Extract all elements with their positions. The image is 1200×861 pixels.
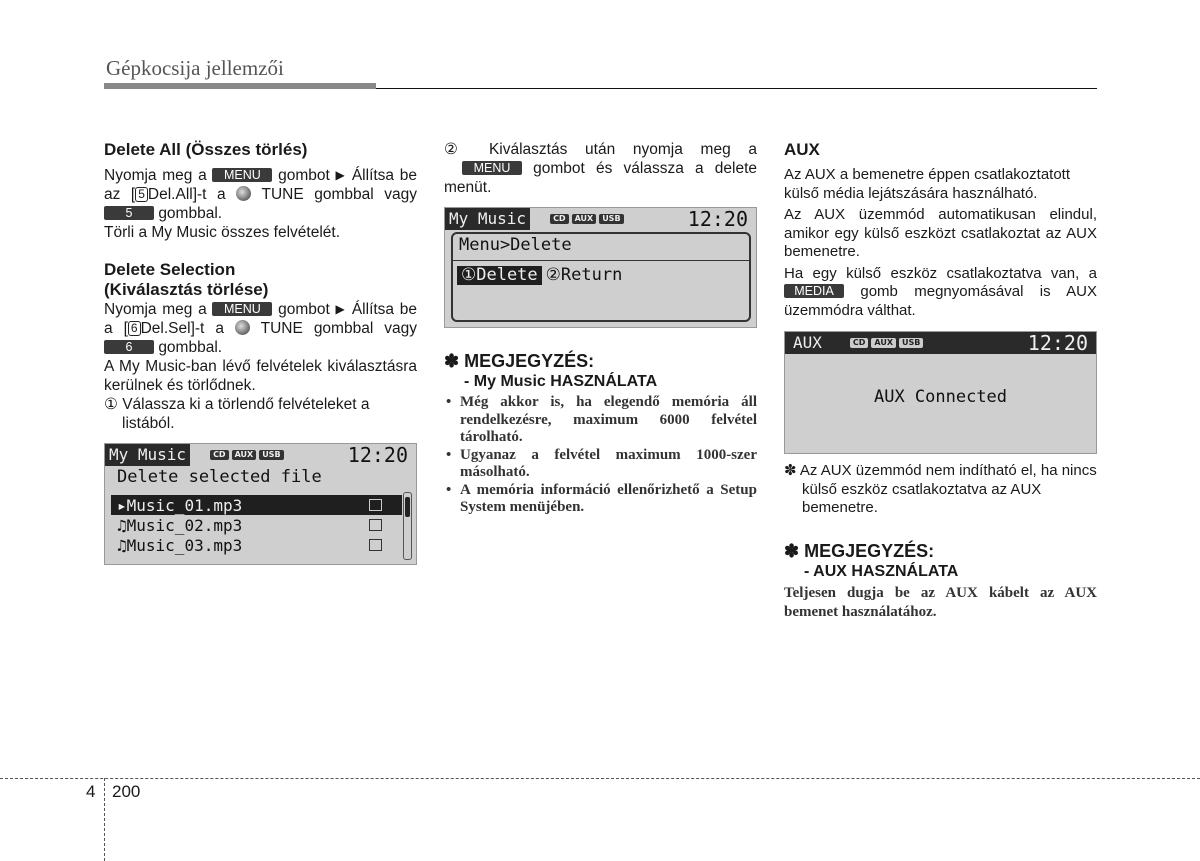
delete-selection-heading: Delete Selection [104,260,236,279]
chapter-number: 4 [86,782,96,801]
page-number: 200 [112,782,141,801]
column-left [104,140,417,565]
note-heading: ✽ MEGJEGYZÉS: [444,351,595,371]
menu-frame [451,232,751,322]
checkbox[interactable] [369,499,382,511]
cd-badge: CD [850,338,869,348]
page-header-title: Gépkocsija jellemzői [106,56,284,80]
aux-badge: AUX [232,450,257,460]
note-bullet: • Ugyanaz a felvétel maximum 1000-szer másolható. [444,447,757,482]
note-bullet: • A memória információ ellenőrizhető a Setup System menüjében. [444,482,757,517]
delete-all-heading: Delete All (Összes törlés) [104,140,308,159]
text: gombbal. [158,339,223,356]
aux-auto-mode: Az AUX üzemmód automatikusan elindul, amikor egy külső eszközt csatlakoztat az AUX bemenetre. [784,206,1097,260]
screen-clock: 12:20 [1027,331,1088,355]
text: Nyomja meg a [104,301,207,318]
checkbox[interactable] [369,539,382,551]
text: gombot [278,301,330,318]
footer-vertical-rule [104,778,105,861]
file-name: Music_02.mp3 [126,515,243,535]
text: ② Kiválasztás után nyomja meg a [444,141,757,158]
header-rule-thin [376,88,1097,89]
source-badges [550,214,623,224]
aux-warning: ✽ Az AUX üzemmód nem indítható el, ha nincs külső eszköz csatlakoztatva az AUX bemenetre. [784,462,1097,516]
file-name: Music_01.mp3 [126,495,243,515]
menu-button-icon: MENU [212,302,272,316]
delete-all-description: Törli a My Music összes felvételét. [104,224,341,241]
file-name: Music_03.mp3 [126,535,243,555]
file-row[interactable] [111,535,402,555]
column-right [784,140,1097,622]
play-indicator-icon: ▸ [117,495,127,515]
text: gombot [278,167,330,184]
arrow-right-icon: ▶ [335,168,347,182]
text: Állítsa be a [ [104,301,417,337]
screen-title: My Music [445,208,530,230]
screen-topbar [445,208,756,230]
return-option[interactable]: ②Return [545,265,623,285]
checkbox[interactable] [369,519,382,531]
text: Nyomja meg a [104,167,207,184]
file-row[interactable] [111,515,402,535]
aux-badge: AUX [572,214,597,224]
header-rule-thick [104,83,376,89]
arrow-right-icon: ▶ [335,302,347,316]
button-5-icon: 5 [104,206,154,220]
column-middle [444,140,757,517]
screen-clock: 12:20 [687,207,748,231]
screen-title: AUX [785,332,830,354]
usb-badge: USB [599,214,623,224]
scrollbar[interactable] [403,492,412,560]
aux-heading: AUX [784,140,820,159]
menu-button-icon: MENU [212,168,272,182]
tune-knob-icon [236,186,251,201]
screen-topbar [785,332,1096,354]
screen-menu-delete [444,207,757,328]
screen-aux [784,331,1097,454]
note-heading: ✽ MEGJEGYZÉS: [784,540,935,561]
menu-options [453,261,749,290]
aux-badge: AUX [871,338,896,348]
cd-badge: CD [550,214,569,224]
text: Del.All]-t a [147,186,226,203]
cd-badge: CD [210,450,229,460]
menu-path: Menu>Delete [453,234,749,261]
text: Állítsa be az [ [104,167,417,203]
file-row[interactable] [111,495,402,515]
aux-media-button [784,265,1097,321]
music-note-icon: ♫ [117,515,127,535]
delete-all-instructions [104,166,417,223]
aux-status: AUX Connected [873,387,1008,407]
step-1: ① Válassza ki a törlendő felvételeket a listából. [104,396,370,432]
usb-badge: USB [259,450,283,460]
footer-rule [0,778,1200,779]
screen-clock: 12:20 [347,443,408,467]
button-6-icon: 6 [104,340,154,354]
screen-topbar [105,444,416,466]
note-bullets [444,394,757,517]
menu-button-icon: MENU [462,161,522,175]
note-subheading: - My Music HASZNÁLATA [464,373,658,390]
key-6-icon: 6 [128,321,141,336]
note-subheading: - AUX HASZNÁLATA [804,562,959,580]
source-badges [850,338,923,348]
media-button-icon: MEDIA [784,284,844,298]
scroll-thumb[interactable] [405,497,410,517]
screen-delete-selected [104,443,417,565]
step-2 [444,140,757,197]
delete-selection-instructions [104,300,417,357]
aux-intro: Az AUX a bemenetre éppen csatlakoztatott külső média lejátszására használható. [784,166,1071,202]
music-note-icon: ♫ [117,535,127,555]
delete-option[interactable]: ①Delete [457,266,542,285]
usb-badge: USB [899,338,923,348]
screen-title: My Music [105,444,190,466]
delete-selection-description: A My Music-ban lévő felvételek kiválasztásra kerülnek és törlődnek. [104,358,417,394]
tune-knob-icon [235,320,250,335]
text: TUNE gombbal vagy [260,320,417,337]
key-5-icon: 5 [135,187,148,202]
text: gomb megnyomásával is AUX üzemmódra válthat. [784,283,1098,319]
note-bullet: • Még akkor is, ha elegendő memória áll rendelkezésre, maximum 6000 felvétel tárolható. [444,394,757,447]
text: gombot és válassza a delete menüt. [444,160,757,196]
delete-selection-subheading: (Kiválasztás törlése) [104,280,269,299]
text: gombbal. [158,205,223,222]
screen-subtitle: Delete selected file [117,467,322,487]
source-badges [210,450,283,460]
text: Del.Sel]-t a [140,320,224,337]
text: Ha egy külső eszköz csatlakoztatva van, a [784,264,1097,282]
text: TUNE gombbal vagy [261,186,418,203]
note-text: Teljesen dugja be az AUX kábelt az AUX bemenet használatához. [784,584,1097,620]
